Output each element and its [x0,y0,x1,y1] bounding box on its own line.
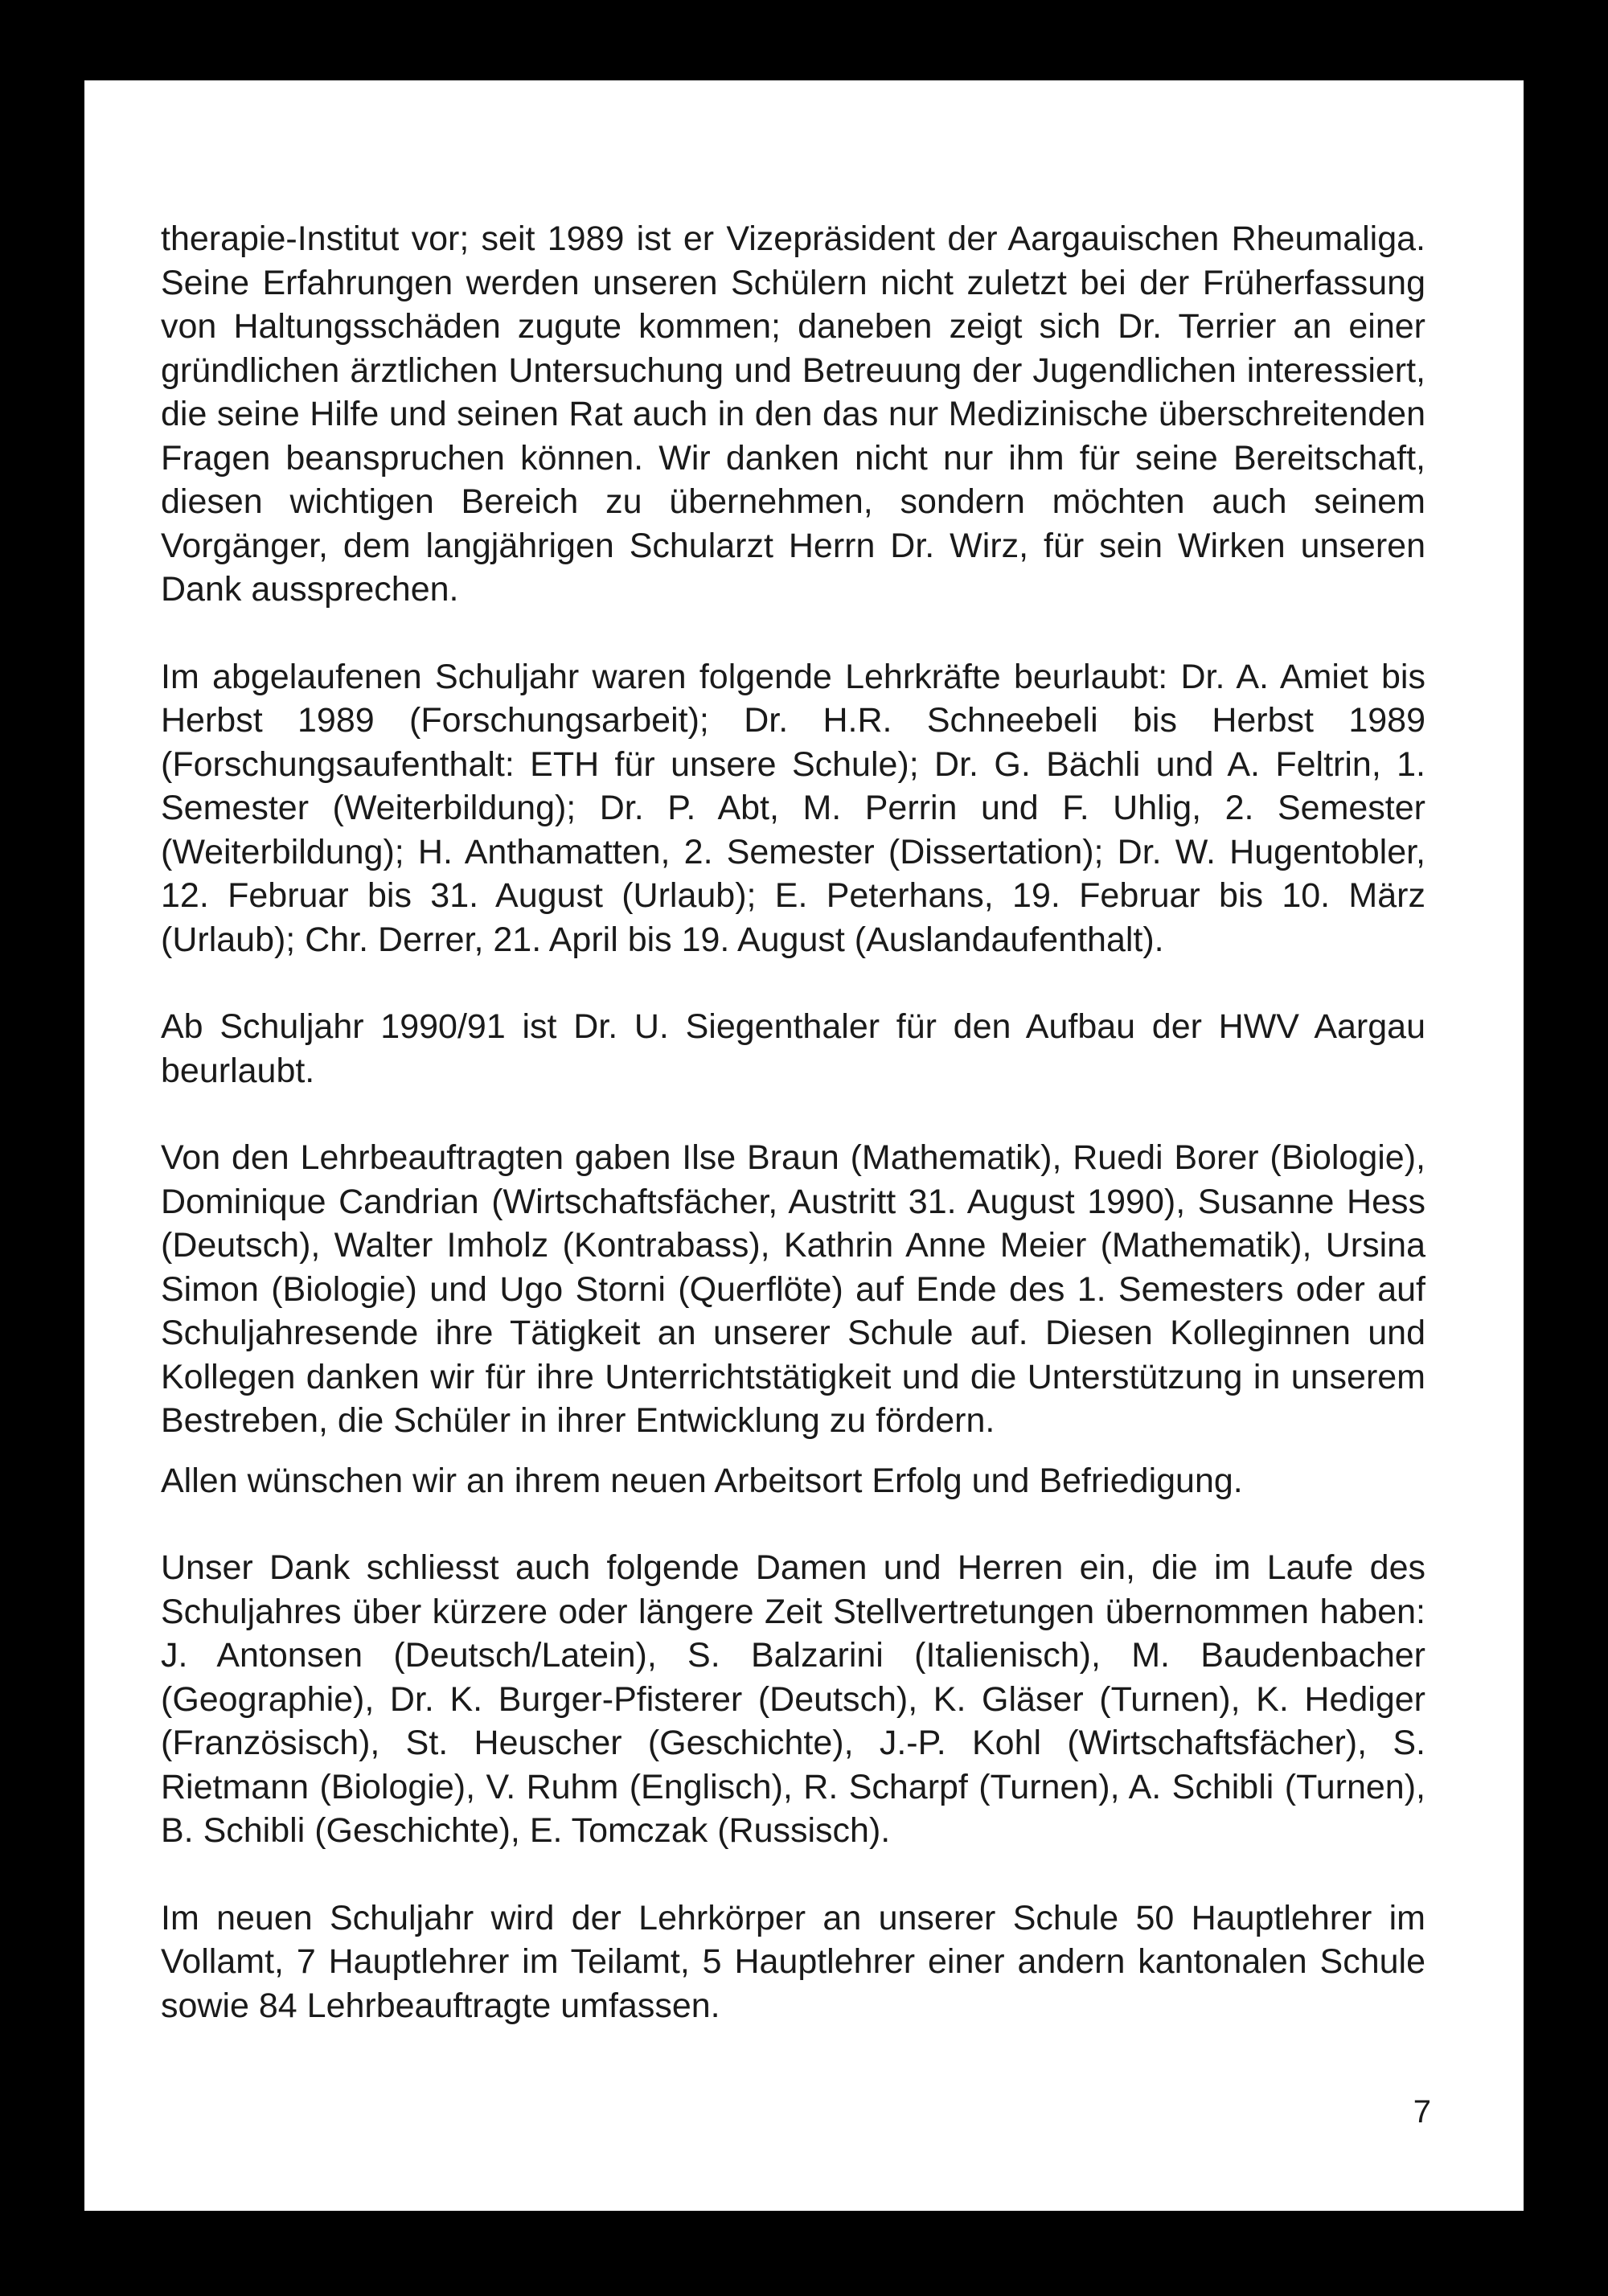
page-number: 7 [1413,2094,1431,2130]
paragraph-school-doctor: therapie-Institut vor; seit 1989 ist er Vizepräsident der Aargauischen Rheumaliga. Seine Erfahrungen werden unseren Schülern nicht zuletzt bei der Früherfassung von Haltungsschäden zugute kommen; daneben zeigt sich Dr. Terrier an einer gründlichen ärztlichen Untersuchung und Betreuung der Jugendlichen interessiert, die seine Hilfe und seinen Rat auch in den das nur Medizinische überschreitenden Fragen beanspruchen können. Wir danken nicht nur ihm für seine Bereitschaft, diesen wichtigen Bereich zu übernehmen, sondern möchten auch seinem Vorgänger, dem langjährigen Schularzt Herrn Dr. Wirz, für sein Wirken unseren Dank aussprechen. [161,219,1425,609]
paragraph-teacher-leave: Im abgelaufenen Schuljahr waren folgende Lehrkräfte beurlaubt: Dr. A. Amiet bis Herbst 1989 (Forschungsarbeit); Dr. H.R. Schneebeli bis Herbst 1989 (Forschungsaufenthalt: ETH für unsere Schule); Dr. G. Bächli und A. Feltrin, 1. Semester (Weiterbildung); Dr. P. Abt, M. Perrin und F. Uhlig, 2. Semester (Weiterbildung); H. Anthamatten, 2. Semester (Dissertation); Dr. W. Hugentobler, 12. Februar bis 31. August (Urlaub); E. Peterhans, 19. Februar bis 10. März (Urlaub); Chr. Derrer, 21. April bis 19. August (Auslandaufenthalt). [161,657,1425,959]
body-text [161,217,1425,2027]
paragraph-departing-lecturers: Von den Lehrbeauftragten gaben Ilse Braun (Mathematik), Ruedi Borer (Biologie), Dominique Candrian (Wirtschaftsfächer, Austritt 31. August 1990), Susanne Hess (Deutsch), Walter Imholz (Kontrabass), Kathrin Anne Meier (Mathematik), Ursina Simon (Biologie) und Ugo Storni (Querflöte) auf Ende des 1. Semesters oder auf Schuljahresende ihre Tätigkeit an unserer Schule auf. Diesen Kolleginnen und Kollegen danken wir für ihre Unterrichtstätigkeit und die Unterstützung in unserem Bestreben, die Schüler in ihrer Entwicklung zu fördern. [161,1138,1425,1440]
paragraph-substitute-thanks: Unser Dank schliesst auch folgende Damen und Herren ein, die im Laufe des Schuljahres über kürzere oder längere Zeit Stellvertretungen übernommen haben: J. Antonsen (Deutsch/Latein), S. Balzarini (Italienisch), M. Baudenbacher (Geographie), Dr. K. Burger-Pfisterer (Deutsch), K. Gläser (Turnen), K. Hediger (Französisch), St. Heuscher (Geschichte), J.-P. Kohl (Wirtschaftsfächer), S. Rietmann (Biologie), V. Ruhm (Englisch), R. Scharpf (Turnen), A. Schibli (Turnen), B. Schibli (Geschichte), E. Tomczak (Russisch). [161,1548,1425,1850]
paragraph-farewell-wishes: Allen wünschen wir an ihrem neuen Arbeitsort Erfolg und Befriedigung. [161,1461,1243,1500]
paragraph-faculty-count: Im neuen Schuljahr wird der Lehrkörper an unserer Schule 50 Hauptlehrer im Vollamt, 7 Hauptlehrer im Teilamt, 5 Hauptlehrer einer andern kantonalen Schule sowie 84 Lehrbeauftragte umfassen. [161,1898,1425,2025]
paragraph-siegenthaler-leave: Ab Schuljahr 1990/91 ist Dr. U. Siegenthaler für den Aufbau der HWV Aargau beurlaubt. [161,1007,1425,1090]
document-page [84,80,1524,2211]
